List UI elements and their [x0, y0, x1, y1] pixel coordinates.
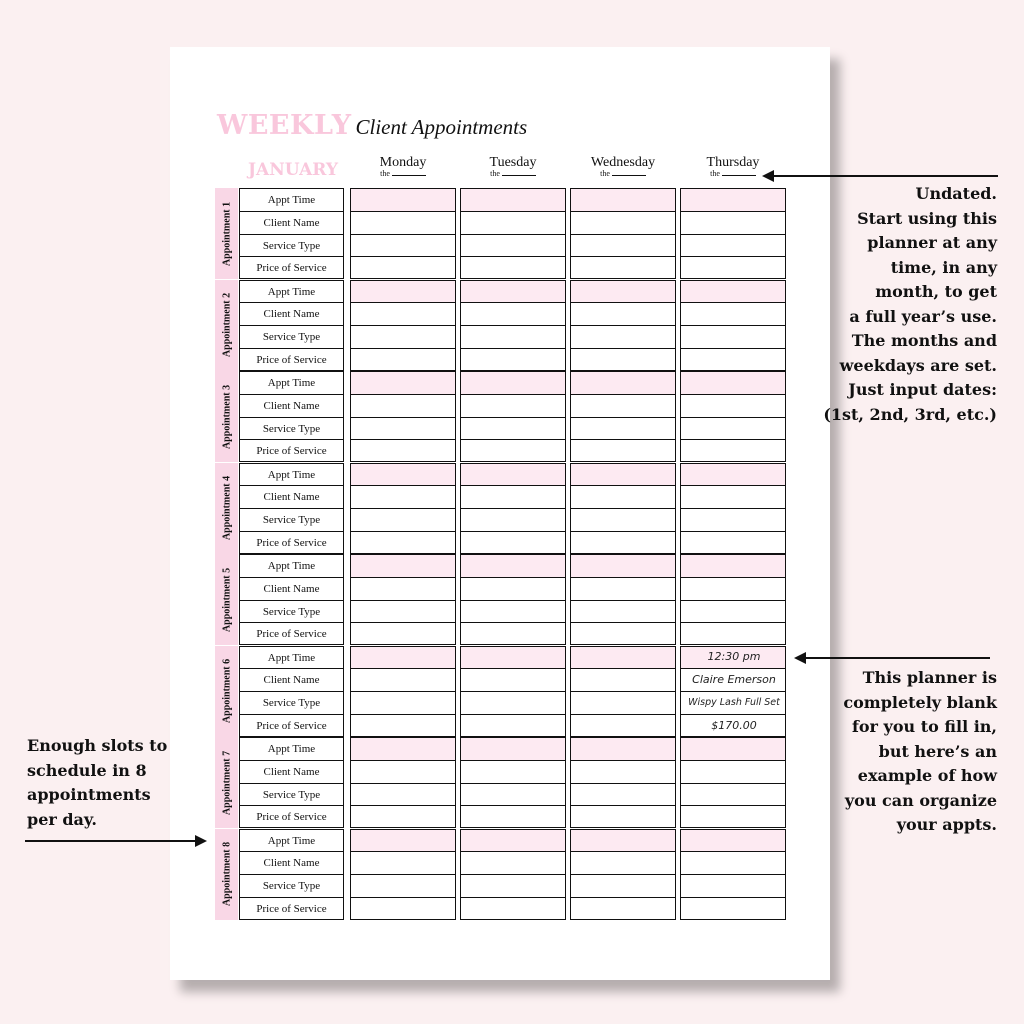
day-column-tuesday [460, 188, 566, 279]
day-name: Thursday [706, 155, 760, 170]
appointment-side-label [215, 554, 238, 645]
entry-cell[interactable] [571, 349, 675, 372]
appointment-block [215, 554, 787, 646]
day-column-tuesday [460, 829, 566, 920]
field-label: Price of Service [256, 445, 327, 458]
entry-cell[interactable] [461, 555, 565, 578]
day-column-monday [350, 554, 456, 645]
entry-cell[interactable] [351, 852, 455, 875]
day-column-wednesday [570, 280, 676, 371]
entry-cell[interactable] [461, 830, 565, 853]
appointment-block [215, 463, 787, 555]
field-label: Service Type [240, 875, 343, 898]
note-line: a full year’s use. [849, 306, 997, 326]
note-line: planner at any [867, 233, 997, 252]
entry-cell[interactable] [571, 669, 675, 692]
entry-cell[interactable] [351, 257, 455, 280]
entry-cell[interactable] [351, 806, 455, 829]
day-column-monday [350, 463, 456, 554]
entry-cell[interactable] [681, 372, 785, 395]
appointment-side-label [215, 829, 238, 920]
day-header-tuesday [460, 155, 566, 178]
entry-cell[interactable] [461, 647, 565, 670]
day-column-thursday [680, 371, 786, 462]
note-undated [823, 182, 997, 427]
entry-cell[interactable] [681, 875, 785, 898]
entry-cell[interactable] [571, 532, 675, 555]
entry-cell[interactable] [571, 647, 675, 670]
field-label: Appt Time [240, 830, 343, 853]
field-labels [239, 737, 344, 828]
example-price: $170.00 [711, 719, 757, 732]
entry-cell[interactable] [681, 212, 785, 235]
entry-cell[interactable] [571, 898, 675, 921]
entry-cell[interactable] [351, 555, 455, 578]
day-name: Monday [379, 155, 427, 170]
date-blank[interactable] [392, 169, 426, 176]
appointment-number: Appointment 4 [221, 475, 232, 541]
entry-cell[interactable] [351, 761, 455, 784]
entry-cell[interactable] [681, 326, 785, 349]
entry-cell[interactable] [681, 852, 785, 875]
field-labels [239, 829, 344, 920]
appointment-number: Appointment 1 [221, 201, 232, 266]
entry-cell[interactable] [681, 395, 785, 418]
entry-cell[interactable] [681, 235, 785, 258]
entry-cell[interactable] [351, 464, 455, 487]
appointment-side-label [215, 737, 238, 828]
entry-cell[interactable] [571, 440, 675, 463]
entry-cell[interactable] [461, 715, 565, 738]
day-column-thursday [680, 737, 786, 828]
entry-cell[interactable] [571, 715, 675, 738]
entry-cell[interactable] [351, 418, 455, 441]
entry-cell[interactable] [461, 692, 565, 715]
entry-cell[interactable] [461, 281, 565, 304]
field-label: Client Name [240, 852, 343, 875]
appointment-block [215, 280, 787, 372]
note-line: This planner is [862, 668, 997, 687]
entry-cell[interactable] [571, 212, 675, 235]
field-label: Price of Service [256, 811, 327, 824]
entry-cell[interactable] [571, 555, 675, 578]
entry-cell[interactable] [351, 395, 455, 418]
note-eight-slots [27, 734, 167, 832]
note-line: (1st, 2nd, 3rd, etc.) [823, 404, 997, 424]
day-column-monday [350, 280, 456, 371]
entry-cell[interactable] [681, 189, 785, 212]
entry-cell[interactable] [681, 830, 785, 853]
field-labels [239, 463, 344, 554]
field-label: Client Name [240, 486, 343, 509]
appointment-block [215, 371, 787, 463]
entry-cell[interactable] [681, 440, 785, 463]
note-line: schedule in 8 [27, 760, 147, 780]
field-label: Appt Time [240, 647, 343, 670]
entry-cell[interactable] [571, 281, 675, 304]
day-column-thursday [680, 554, 786, 645]
note-line: time, in any [890, 257, 997, 277]
page-title [217, 110, 527, 141]
day-column-tuesday [460, 646, 566, 737]
field-label: Price of Service [256, 262, 327, 275]
entry-cell[interactable] [461, 852, 565, 875]
note-line: month, to get [875, 282, 997, 301]
entry-cell[interactable] [461, 235, 565, 258]
field-label: Service Type [240, 326, 343, 349]
entry-cell[interactable] [461, 623, 565, 646]
entry-cell[interactable] [461, 509, 565, 532]
entry-cell[interactable] [571, 738, 675, 761]
entry-cell[interactable] [571, 486, 675, 509]
day-column-thursday [680, 280, 786, 371]
entry-cell[interactable] [351, 578, 455, 601]
entry-cell[interactable] [461, 372, 565, 395]
field-label: Price of Service [256, 719, 327, 732]
note-line: for you to fill in, [852, 717, 997, 736]
day-header-monday [350, 155, 456, 178]
field-label: Price of Service [256, 536, 327, 549]
field-label: Service Type [240, 784, 343, 807]
example-client-name: Claire Emerson [692, 673, 776, 686]
day-column-thursday [680, 188, 786, 279]
entry-cell[interactable] [571, 806, 675, 829]
field-label: Service Type [240, 509, 343, 532]
field-label: Client Name [240, 395, 343, 418]
entry-cell[interactable] [681, 281, 785, 304]
field-labels [239, 554, 344, 645]
field-label: Service Type [240, 601, 343, 624]
field-label: Client Name [240, 578, 343, 601]
day-column-tuesday [460, 463, 566, 554]
day-column-monday [350, 188, 456, 279]
entry-cell[interactable] [461, 761, 565, 784]
title-weekly: WEEKLY [217, 110, 352, 141]
entry-cell[interactable] [571, 418, 675, 441]
entry-cell[interactable] [351, 281, 455, 304]
day-column-tuesday [460, 371, 566, 462]
day-column-monday [350, 371, 456, 462]
month-label: JANUARY [248, 160, 339, 180]
example-service-type: Wispy Lash Full Set [688, 697, 780, 708]
arrow-left-icon [760, 168, 1000, 184]
entry-cell[interactable] [461, 418, 565, 441]
entry-cell[interactable] [351, 601, 455, 624]
entry-cell[interactable] [461, 440, 565, 463]
day-column-monday [350, 829, 456, 920]
entry-cell[interactable] [351, 532, 455, 555]
field-label: Client Name [240, 303, 343, 326]
field-label: Price of Service [256, 628, 327, 641]
entry-cell[interactable] [351, 647, 455, 670]
field-label: Appt Time [240, 189, 343, 212]
entry-cell[interactable] [681, 898, 785, 921]
day-header-wednesday [570, 155, 676, 178]
entry-cell[interactable] [571, 509, 675, 532]
field-label: Service Type [240, 418, 343, 441]
entry-cell[interactable] [461, 898, 565, 921]
entry-cell[interactable] [571, 189, 675, 212]
entry-cell[interactable] [461, 806, 565, 829]
entry-cell[interactable] [681, 601, 785, 624]
day-column-tuesday [460, 737, 566, 828]
entry-cell[interactable] [461, 486, 565, 509]
field-label: Client Name [240, 761, 343, 784]
entry-cell[interactable] [571, 692, 675, 715]
date-prefix: the [490, 169, 500, 178]
note-line: Just input dates: [848, 380, 997, 399]
entry-cell[interactable] [351, 623, 455, 646]
entry-cell[interactable] [461, 395, 565, 418]
entry-cell[interactable] [351, 303, 455, 326]
appointment-side-label [215, 371, 238, 462]
entry-cell[interactable] [351, 212, 455, 235]
appointment-number: Appointment 8 [221, 841, 232, 907]
field-labels [239, 646, 344, 737]
entry-cell[interactable] [571, 464, 675, 487]
entry-cell[interactable] [681, 303, 785, 326]
entry-cell[interactable] [351, 669, 455, 692]
entry-cell[interactable] [571, 761, 675, 784]
entry-cell[interactable] [461, 784, 565, 807]
entry-cell[interactable] [681, 532, 785, 555]
entry-cell[interactable] [681, 349, 785, 372]
entry-cell[interactable] [681, 418, 785, 441]
day-column-wednesday [570, 188, 676, 279]
entry-cell[interactable] [351, 738, 455, 761]
date-blank[interactable] [612, 169, 646, 176]
appointment-number: Appointment 5 [221, 567, 232, 632]
entry-cell[interactable] [461, 669, 565, 692]
appointment-number: Appointment 6 [221, 658, 232, 724]
entry-cell[interactable] [681, 784, 785, 807]
entry-cell[interactable] [681, 464, 785, 487]
field-label: Client Name [240, 669, 343, 692]
field-label: Appt Time [240, 555, 343, 578]
day-column-wednesday [570, 829, 676, 920]
note-line: Start using this [857, 208, 997, 228]
day-column-wednesday [570, 554, 676, 645]
field-label: Price of Service [256, 902, 327, 915]
field-labels [239, 188, 344, 279]
note-line: your appts. [896, 815, 997, 834]
entry-cell[interactable] [461, 532, 565, 555]
entry-cell[interactable] [571, 875, 675, 898]
entry-cell[interactable] [351, 486, 455, 509]
entry-cell[interactable] [571, 303, 675, 326]
day-column-monday [350, 646, 456, 737]
note-line: Undated. [915, 184, 997, 203]
entry-cell[interactable] [351, 235, 455, 258]
entry-cell[interactable] [681, 761, 785, 784]
entry-cell[interactable] [681, 738, 785, 761]
entry-cell[interactable] [351, 898, 455, 921]
entry-cell[interactable] [461, 257, 565, 280]
note-line: weekdays are set. [839, 355, 997, 375]
entry-cell[interactable] [681, 509, 785, 532]
field-label: Appt Time [240, 372, 343, 395]
entry-cell[interactable] [461, 349, 565, 372]
appointment-block [215, 829, 787, 921]
field-label: Appt Time [240, 464, 343, 487]
day-column-thursday [680, 829, 786, 920]
entry-cell[interactable] [461, 189, 565, 212]
entry-cell[interactable] [571, 395, 675, 418]
day-name: Wednesday [590, 155, 656, 170]
entry-cell[interactable] [351, 715, 455, 738]
note-blank-planner [843, 666, 997, 838]
note-line: per day. [27, 809, 97, 829]
day-column-wednesday [570, 646, 676, 737]
entry-cell[interactable] [571, 784, 675, 807]
day-column-wednesday [570, 463, 676, 554]
note-line: example of how [857, 766, 997, 785]
day-column-wednesday [570, 737, 676, 828]
date-blank[interactable] [722, 169, 756, 176]
entry-cell[interactable] [571, 235, 675, 258]
field-labels [239, 280, 344, 371]
appointment-side-label [215, 463, 238, 554]
day-name: Tuesday [489, 155, 537, 170]
appointment-number: Appointment 2 [221, 292, 232, 358]
appointment-number: Appointment 3 [221, 384, 232, 449]
field-labels [239, 371, 344, 462]
entry-cell[interactable] [681, 486, 785, 509]
entry-cell[interactable] [681, 555, 785, 578]
appointment-number: Appointment 7 [221, 750, 232, 815]
entry-cell[interactable] [351, 692, 455, 715]
appointment-side-label [215, 280, 238, 371]
entry-cell[interactable] [571, 623, 675, 646]
entry-cell[interactable] [351, 349, 455, 372]
note-line: you can organize [844, 790, 997, 810]
entry-cell[interactable] [681, 806, 785, 829]
date-blank[interactable] [502, 169, 536, 176]
title-client-appointments: Client Appointments [355, 115, 528, 139]
note-line: completely blank [843, 692, 997, 712]
entry-cell[interactable] [461, 875, 565, 898]
field-label: Client Name [240, 212, 343, 235]
field-label: Service Type [240, 692, 343, 715]
entry-cell[interactable] [351, 189, 455, 212]
entry-cell[interactable] [351, 830, 455, 853]
entry-cell[interactable] [351, 326, 455, 349]
entry-cell[interactable] [571, 257, 675, 280]
date-prefix: the [600, 169, 610, 178]
note-line: Enough slots to [27, 736, 168, 755]
entry-cell[interactable] [681, 623, 785, 646]
entry-cell[interactable] [351, 875, 455, 898]
entry-cell[interactable] [681, 257, 785, 280]
field-label: Service Type [240, 235, 343, 258]
entry-cell[interactable] [571, 326, 675, 349]
entry-cell[interactable] [461, 326, 565, 349]
entry-cell[interactable] [351, 372, 455, 395]
entry-cell[interactable] [351, 509, 455, 532]
entry-cell[interactable] [351, 784, 455, 807]
date-prefix: the [380, 169, 390, 178]
appointment-block [215, 188, 787, 280]
entry-cell[interactable] [461, 738, 565, 761]
field-label: Appt Time [240, 281, 343, 304]
example-appt-time: 12:30 pm [707, 650, 761, 663]
arrow-right-icon [25, 833, 210, 849]
entry-cell[interactable] [571, 601, 675, 624]
entry-cell[interactable] [681, 578, 785, 601]
appointment-side-label [215, 646, 238, 737]
appointment-block [215, 737, 787, 829]
entry-cell[interactable] [461, 303, 565, 326]
day-column-tuesday [460, 280, 566, 371]
entry-cell[interactable] [571, 578, 675, 601]
entry-cell[interactable] [461, 464, 565, 487]
field-label: Price of Service [256, 353, 327, 366]
day-column-monday [350, 737, 456, 828]
note-line: The months and [851, 331, 997, 350]
entry-cell[interactable] [571, 830, 675, 853]
entry-cell[interactable] [571, 852, 675, 875]
day-column-thursday [680, 463, 786, 554]
date-prefix: the [710, 169, 720, 178]
note-line: but here’s an [878, 741, 997, 761]
day-column-wednesday [570, 371, 676, 462]
field-label: Appt Time [240, 738, 343, 761]
entry-cell[interactable] [351, 440, 455, 463]
entry-cell[interactable] [461, 601, 565, 624]
note-line: appointments [27, 785, 151, 804]
entry-cell[interactable] [571, 372, 675, 395]
arrow-left-icon [792, 650, 992, 666]
day-column-tuesday [460, 554, 566, 645]
entry-cell[interactable] [461, 212, 565, 235]
entry-cell[interactable] [461, 578, 565, 601]
appointment-side-label [215, 188, 238, 279]
